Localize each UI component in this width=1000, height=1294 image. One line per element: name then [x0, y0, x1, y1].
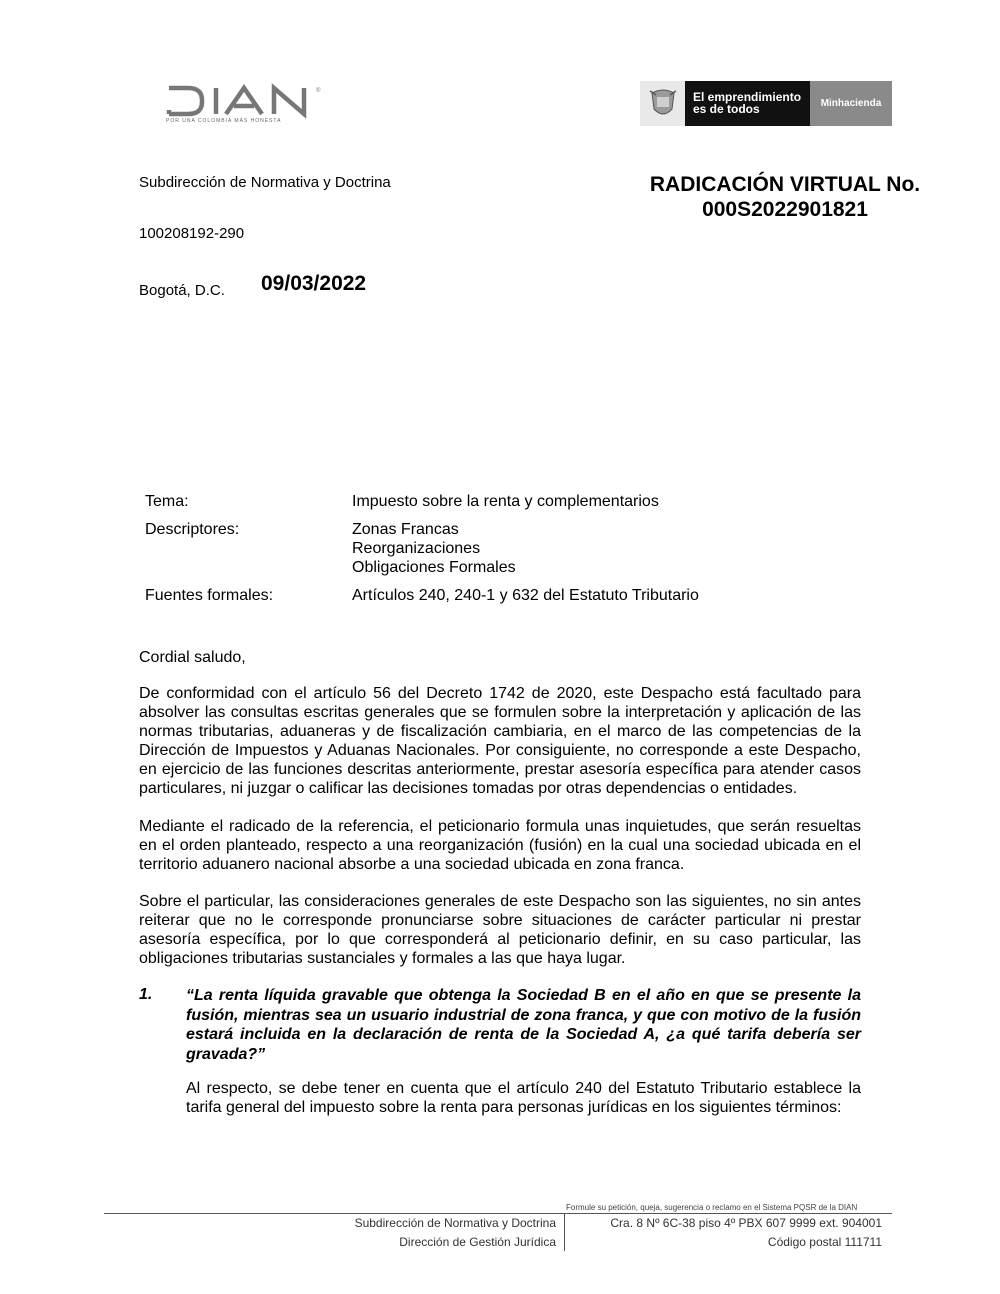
answer-text: Al respecto, se debe tener en cuenta que el artículo 240 del Estatuto Tributario establece la tarifa general del impuesto sobre la renta para personas jurídicas en los siguientes términos:: [186, 1080, 861, 1116]
footer-left-line1: Subdirección de Normativa y Doctrina: [354, 1216, 556, 1230]
paragraph-1: De conformidad con el artículo 56 del Decreto 1742 de 2020, este Despacho está facultado para absolver las consultas escritas generales que se formulen sobre la interpretación y aplicación de las normas tributarias, aduaneras y de fiscalización cambiaria, en el marco de las competencias de la Dirección de Impuestos y Aduanas Nacionales. Por consiguiente, no corresponde a este Despacho, en ejercicio de las funciones descritas anteriormente, prestar asesoría específica para atender casos particulares, ni juzgar o calificar las decisiones tomadas por otras dependencias o entidades.: [139, 685, 861, 797]
radicacion-block: [600, 172, 970, 222]
gov-slogan-line1: El emprendimiento: [693, 90, 802, 104]
paragraph-2: Mediante el radicado de la referencia, el peticionario formula unas inquietudes, que serán resueltas en el orden planteado, respecto a una reorganización (fusión) en la cual una sociedad ubicada en el territorio aduanero nacional absorbe a una sociedad ubicada en zona franca.: [139, 818, 861, 873]
descriptor-item: Zonas Francas: [352, 521, 459, 538]
paragraph-3: Sobre el particular, las consideraciones generales de este Despacho son las siguientes, no sin antes reiterar que no le corresponde pronunciarse sobre situaciones de carácter particular ni prestar asesoría específica, por lo que corresponderá al peticionario definir, en su caso particular, las obligaciones tributarias sustanciales y formales a las que haya lugar.: [139, 893, 861, 967]
radicacion-number: 000S2022901821: [702, 198, 868, 221]
footer-note: Formule su petición, queja, sugerencia o reclamo en el Sistema PQSR de la DIAN: [566, 1203, 858, 1212]
footer-postal-code: Código postal 111711: [767, 1235, 882, 1249]
tema-label: Tema:: [145, 493, 189, 510]
fuentes-label: Fuentes formales:: [145, 587, 274, 604]
gov-ministry: Minhacienda: [810, 81, 892, 126]
descriptor-item: Obligaciones Formales: [352, 559, 516, 576]
footer-vertical-divider: [564, 1214, 565, 1251]
svg-text:®: ®: [316, 88, 321, 94]
tema-value: Impuesto sobre la renta y complementarios: [352, 493, 659, 510]
question-number: 1.: [139, 986, 153, 1003]
date: 09/03/2022: [261, 272, 367, 295]
fuentes-value: Artículos 240, 240-1 y 632 del Estatuto Tributario: [352, 587, 699, 604]
footer-left-line2: Dirección de Gestión Jurídica: [399, 1235, 556, 1249]
coat-of-arms-icon: [640, 81, 685, 126]
descriptores-label: Descriptores:: [145, 521, 240, 538]
footer-left: [355, 1214, 556, 1252]
radicacion-label: RADICACIÓN VIRTUAL No.: [649, 173, 921, 196]
question-text: “La renta líquida gravable que obtenga la Sociedad B en el año en que se presente la fusión, mientras sea un usuario industrial de zona franca, y que con motivo de la fusión estará incluida en la declaración de renta de la Sociedad A, ¿a qué tarifa debería ser gravada?”: [186, 987, 861, 1063]
descriptores-list: [352, 520, 516, 577]
dian-tagline: POR UNA COLOMBIA MÁS HONESTA: [166, 118, 282, 124]
footer-right: [610, 1214, 882, 1252]
footer-address: Cra. 8 Nº 6C-38 piso 4º PBX 607 9999 ext. 904001: [610, 1216, 882, 1230]
gov-slogan-line2: es de todos: [693, 102, 760, 116]
greeting: Cordial saludo,: [139, 649, 246, 666]
gov-slogan: [685, 81, 810, 126]
reference-number: 100208192-290: [139, 225, 245, 242]
government-logo: [640, 81, 892, 126]
office-name: Subdirección de Normativa y Doctrina: [139, 174, 391, 191]
descriptor-item: Reorganizaciones: [352, 540, 481, 557]
place: Bogotá, D.C.: [139, 282, 225, 299]
